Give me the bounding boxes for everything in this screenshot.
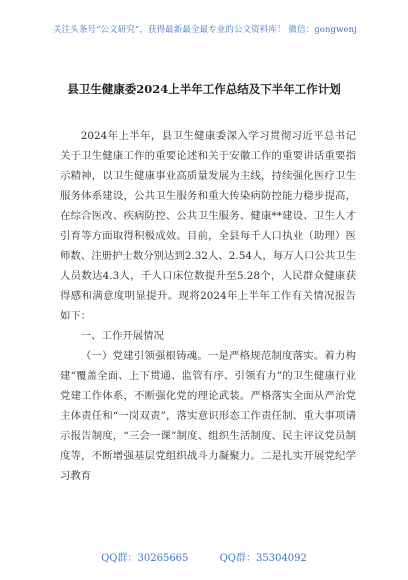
- footer: [0, 549, 408, 564]
- section-heading: 一、工作开展情况: [80, 330, 164, 342]
- document-title: 县卫生健康委2024上半年工作总结及下半年工作计划: [67, 82, 341, 96]
- footer-qq-group-1: QQ群：30265665: [101, 553, 189, 564]
- document-body: [60, 126, 356, 486]
- header-banner: 关注头条号“公文研究”，获得最新最全最专业的公文资料库！ 微信：gongwenj: [53, 25, 357, 35]
- intro-paragraph: 2024年上半年，县卫生健康委深入学习贯彻习近平总书记关于卫生健康工作的重要论述和关于安徽工作的重要讲话重要指示精神，以卫生健康事业高质量发展为主线，持续强化医疗卫生服务体系建设，公共卫生服务和重大传染病防控能力稳步提高，在综合医改、疾病防控、公共卫生服务、健康**建设、卫生人才引育等方面取得积极成效。目前，全县每千人口执业（助理）医师数、注册护士数分别达到2.32人、2.54人，每万人口公共卫生人员数达4.3人，千人口床位数提升至5.28个，人民群众健康获得感和满意度明显提升。现将2024年上半年工作有关情况报告如下：: [60, 130, 356, 322]
- footer-qq-group-2: QQ群：35304092: [219, 553, 307, 564]
- body-paragraph: （一）党建引领强根铸魂。一是严格规范制度落实。着力构建“覆盖全面、上下贯通、监管有序、引领有力”的卫生健康行业党建工作体系，不断强化党的理论武装。严格落实全面从严治党主体责任和“一岗双责”，落实意识形态工作责任制、重大事项请示报告制度，“三会一课”制度、组织生活制度、民主评议党员制度等，不断增强基层党组织战斗力凝聚力。二是扎实开展党纪学习教育: [60, 350, 356, 482]
